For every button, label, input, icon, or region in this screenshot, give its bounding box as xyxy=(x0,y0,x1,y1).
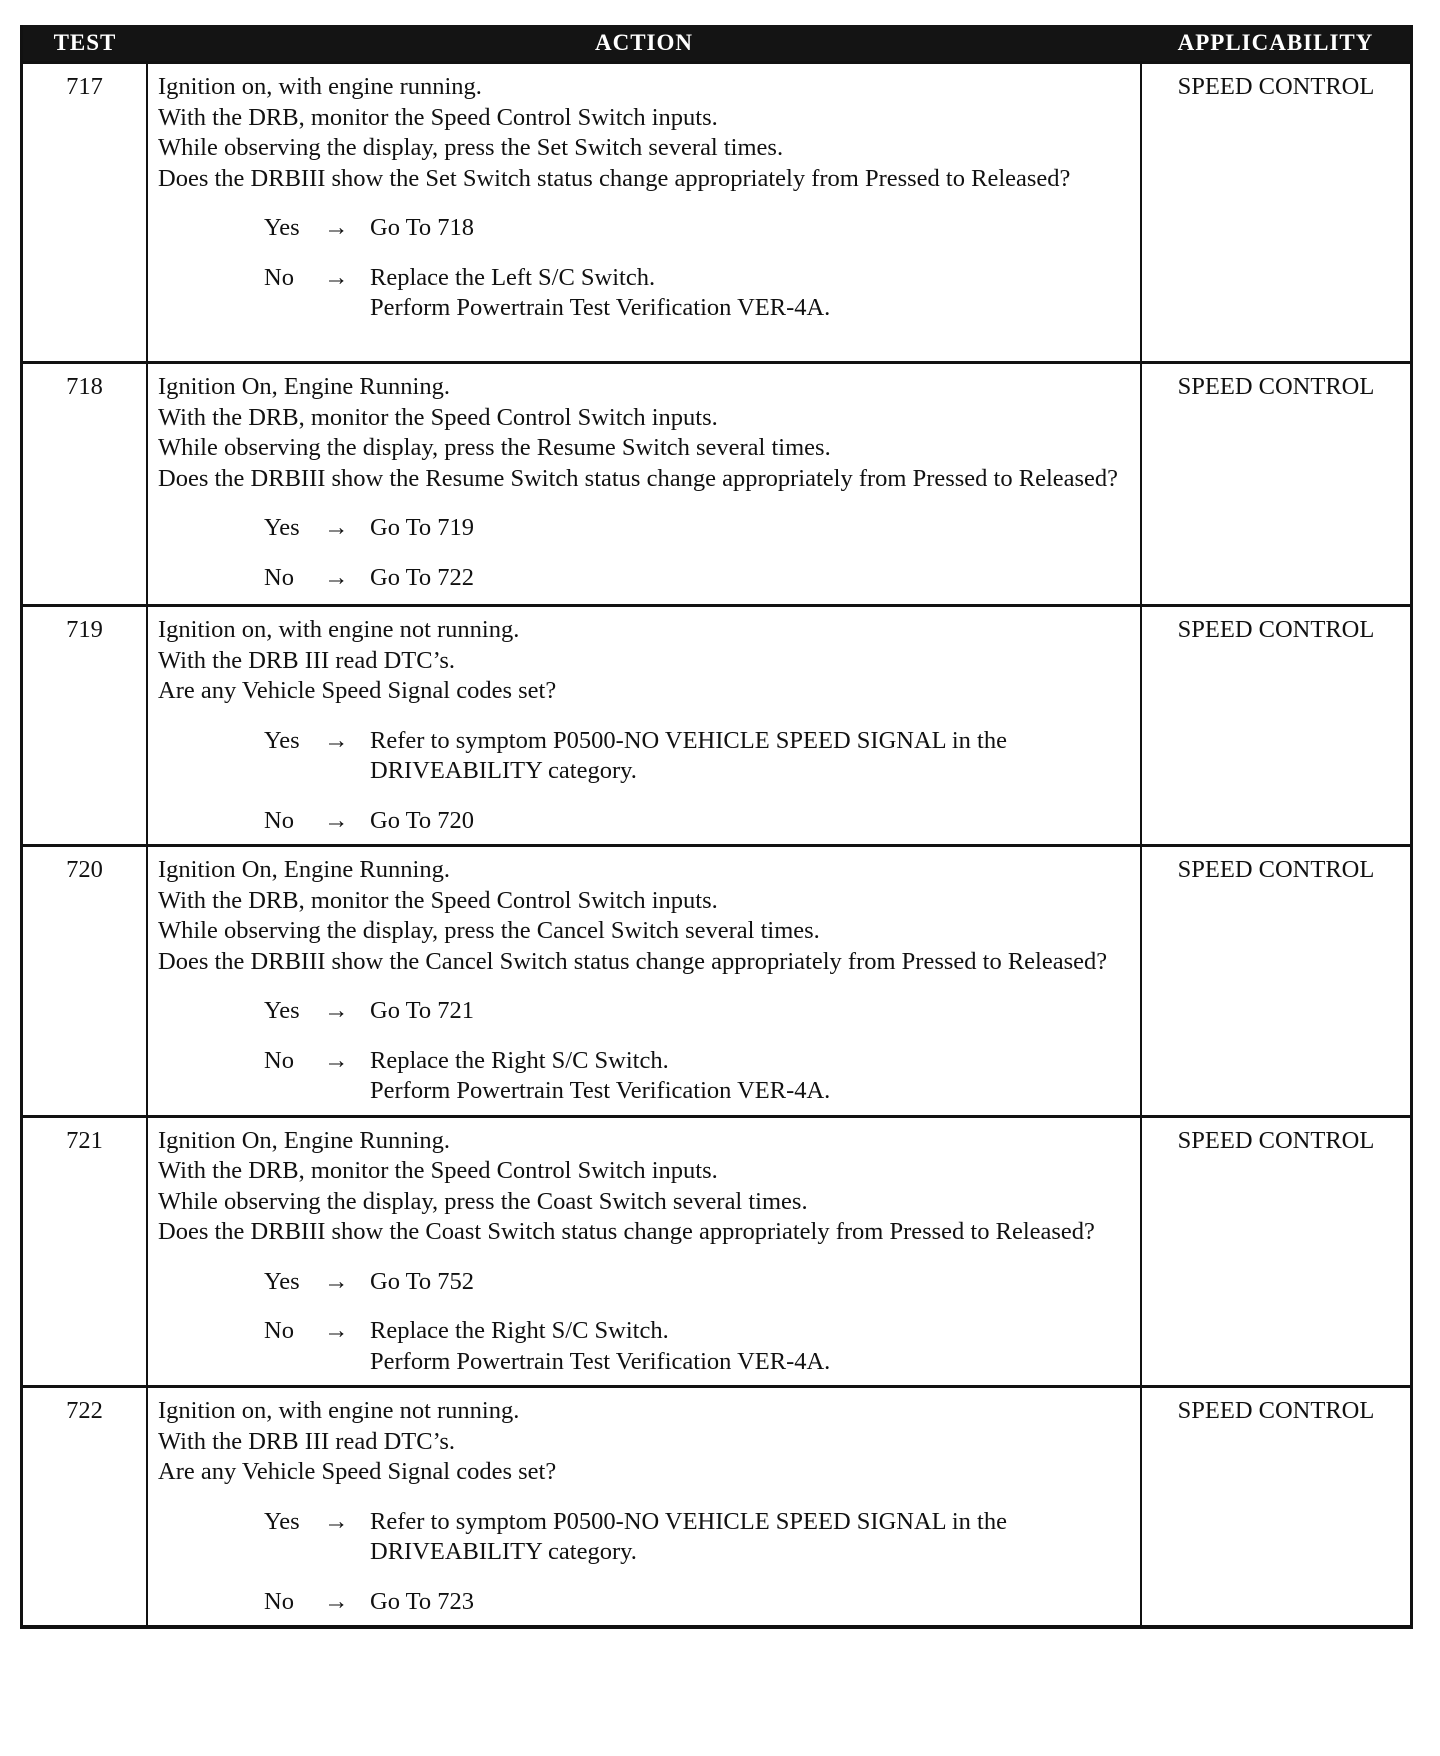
branch-answer: No xyxy=(264,1317,294,1344)
table-header xyxy=(23,25,1410,63)
result-line: Go To 720 xyxy=(370,806,475,834)
arrow-right-icon: → xyxy=(324,214,349,241)
header-applicability: APPLICABILITY xyxy=(1141,25,1410,63)
table-row xyxy=(23,363,1410,606)
branch-yes xyxy=(158,213,1132,244)
action-step: Ignition On, Engine Running. xyxy=(158,373,450,400)
branch-result xyxy=(370,1267,1132,1298)
arrow-right-icon: → xyxy=(324,806,349,834)
action-step: Ignition on, with engine not running. xyxy=(158,1397,520,1424)
branch-result xyxy=(370,563,1132,594)
branch-result xyxy=(370,513,1132,544)
result-line: Refer to symptom P0500-NO VEHICLE SPEED SIGNAL in the xyxy=(370,726,1007,754)
action-cell xyxy=(147,606,1141,846)
action-step: Does the DRBIII show the Coast Switch status change appropriately from Pressed to Released? xyxy=(158,1218,1095,1245)
header-test: TEST xyxy=(23,25,147,63)
diagnostic-test-table xyxy=(20,25,1413,1629)
action-step: With the DRB III read DTC’s. xyxy=(158,646,456,674)
result-line: Go To 723 xyxy=(370,1587,475,1615)
arrow-right-icon: → xyxy=(324,726,349,754)
result-line: DRIVEABILITY category. xyxy=(370,757,637,784)
arrow-right-icon: → xyxy=(324,514,349,541)
result-line: Go To 722 xyxy=(370,563,475,591)
action-step: With the DRB, monitor the Speed Control Switch inputs. xyxy=(158,886,718,914)
result-line: DRIVEABILITY category. xyxy=(370,1538,637,1565)
test-number: 719 xyxy=(23,606,147,846)
result-line: Go To 719 xyxy=(370,514,475,541)
branch-answer: No xyxy=(264,563,294,591)
branch-answer: Yes xyxy=(264,214,300,241)
arrow-right-icon: → xyxy=(324,1587,349,1615)
result-line: Replace the Left S/C Switch. xyxy=(370,263,656,291)
branch-no xyxy=(158,1316,1132,1377)
branch-result xyxy=(370,1507,1132,1568)
action-cell xyxy=(147,846,1141,1117)
branch-no xyxy=(158,563,1132,594)
branch-no xyxy=(158,263,1132,324)
branch-answer: Yes xyxy=(264,514,300,541)
result-line: Perform Powertrain Test Verification VER-4A. xyxy=(370,1347,831,1375)
branch-result xyxy=(370,726,1132,787)
action-step: Are any Vehicle Speed Signal codes set? xyxy=(158,1458,557,1485)
action-step: With the DRB, monitor the Speed Control Switch inputs. xyxy=(158,1157,718,1184)
action-step: While observing the display, press the Coast Switch several times. xyxy=(158,1187,808,1215)
arrow-right-icon: → xyxy=(324,1046,349,1074)
action-step: Does the DRBIII show the Resume Switch status change appropriately from Pressed to Released? xyxy=(158,464,1119,492)
arrow-right-icon: → xyxy=(324,1507,349,1535)
result-line: Perform Powertrain Test Verification VER-4A. xyxy=(370,294,831,321)
test-number: 717 xyxy=(23,63,147,363)
header-action: ACTION xyxy=(147,25,1141,63)
branch-yes xyxy=(158,1267,1132,1298)
branch-no xyxy=(158,1046,1132,1107)
table-row xyxy=(23,1116,1410,1387)
table-row xyxy=(23,846,1410,1117)
branch-answer: No xyxy=(264,1046,294,1074)
action-step: Ignition on, with engine not running. xyxy=(158,616,520,643)
branch-answer: No xyxy=(264,263,294,291)
action-step: While observing the display, press the Set Switch several times. xyxy=(158,134,784,161)
branch-result xyxy=(370,996,1132,1027)
branch-answer: Yes xyxy=(264,1267,300,1295)
table-row xyxy=(23,1387,1410,1626)
applicability-cell: SPEED CONTROL xyxy=(1141,846,1410,1117)
arrow-right-icon: → xyxy=(324,263,349,291)
applicability-cell: SPEED CONTROL xyxy=(1141,1387,1410,1626)
arrow-right-icon: → xyxy=(324,997,349,1024)
arrow-right-icon: → xyxy=(324,1317,349,1344)
result-line: Go To 721 xyxy=(370,997,475,1024)
branch-no xyxy=(158,1587,1132,1618)
action-step: Are any Vehicle Speed Signal codes set? xyxy=(158,677,557,704)
branch-result xyxy=(370,263,1132,324)
action-step: With the DRB, monitor the Speed Control Switch inputs. xyxy=(158,403,718,431)
branch-result xyxy=(370,806,1132,837)
action-step: While observing the display, press the Cancel Switch several times. xyxy=(158,917,820,944)
table-row xyxy=(23,63,1410,363)
branch-no xyxy=(158,806,1132,837)
test-table xyxy=(23,25,1410,1625)
action-step: With the DRB III read DTC’s. xyxy=(158,1427,456,1455)
applicability-cell: SPEED CONTROL xyxy=(1141,606,1410,846)
arrow-right-icon: → xyxy=(324,563,349,591)
result-line: Go To 752 xyxy=(370,1267,475,1295)
table-body xyxy=(23,63,1410,1626)
action-step: With the DRB, monitor the Speed Control Switch inputs. xyxy=(158,103,718,131)
test-number: 722 xyxy=(23,1387,147,1626)
branch-yes xyxy=(158,996,1132,1027)
test-number: 720 xyxy=(23,846,147,1117)
applicability-cell: SPEED CONTROL xyxy=(1141,1116,1410,1387)
branch-answer: No xyxy=(264,806,294,834)
action-step: Ignition on, with engine running. xyxy=(158,73,482,100)
branch-answer: Yes xyxy=(264,997,300,1024)
action-step: While observing the display, press the Resume Switch several times. xyxy=(158,434,831,461)
result-line: Refer to symptom P0500-NO VEHICLE SPEED SIGNAL in the xyxy=(370,1507,1007,1535)
branch-result xyxy=(370,213,1132,244)
action-step: Does the DRBIII show the Set Switch status change appropriately from Pressed to Released? xyxy=(158,164,1071,192)
action-cell xyxy=(147,63,1141,363)
branch-answer: No xyxy=(264,1587,294,1615)
branch-answer: Yes xyxy=(264,1507,300,1535)
action-cell xyxy=(147,1116,1141,1387)
action-cell xyxy=(147,1387,1141,1626)
applicability-cell: SPEED CONTROL xyxy=(1141,363,1410,606)
table-row xyxy=(23,606,1410,846)
result-line: Go To 718 xyxy=(370,214,475,241)
action-step: Ignition On, Engine Running. xyxy=(158,856,450,883)
result-line: Replace the Right S/C Switch. xyxy=(370,1046,669,1074)
action-step: Does the DRBIII show the Cancel Switch status change appropriately from Pressed to Released? xyxy=(158,947,1108,975)
applicability-cell: SPEED CONTROL xyxy=(1141,63,1410,363)
result-line: Replace the Right S/C Switch. xyxy=(370,1317,669,1344)
test-number: 721 xyxy=(23,1116,147,1387)
arrow-right-icon: → xyxy=(324,1267,349,1295)
branch-result xyxy=(370,1587,1132,1618)
branch-yes xyxy=(158,513,1132,544)
test-number: 718 xyxy=(23,363,147,606)
branch-result xyxy=(370,1316,1132,1377)
result-line: Perform Powertrain Test Verification VER-4A. xyxy=(370,1077,831,1104)
branch-answer: Yes xyxy=(264,726,300,754)
branch-result xyxy=(370,1046,1132,1107)
branch-yes xyxy=(158,726,1132,787)
branch-yes xyxy=(158,1507,1132,1568)
action-cell xyxy=(147,363,1141,606)
action-step: Ignition On, Engine Running. xyxy=(158,1126,450,1154)
